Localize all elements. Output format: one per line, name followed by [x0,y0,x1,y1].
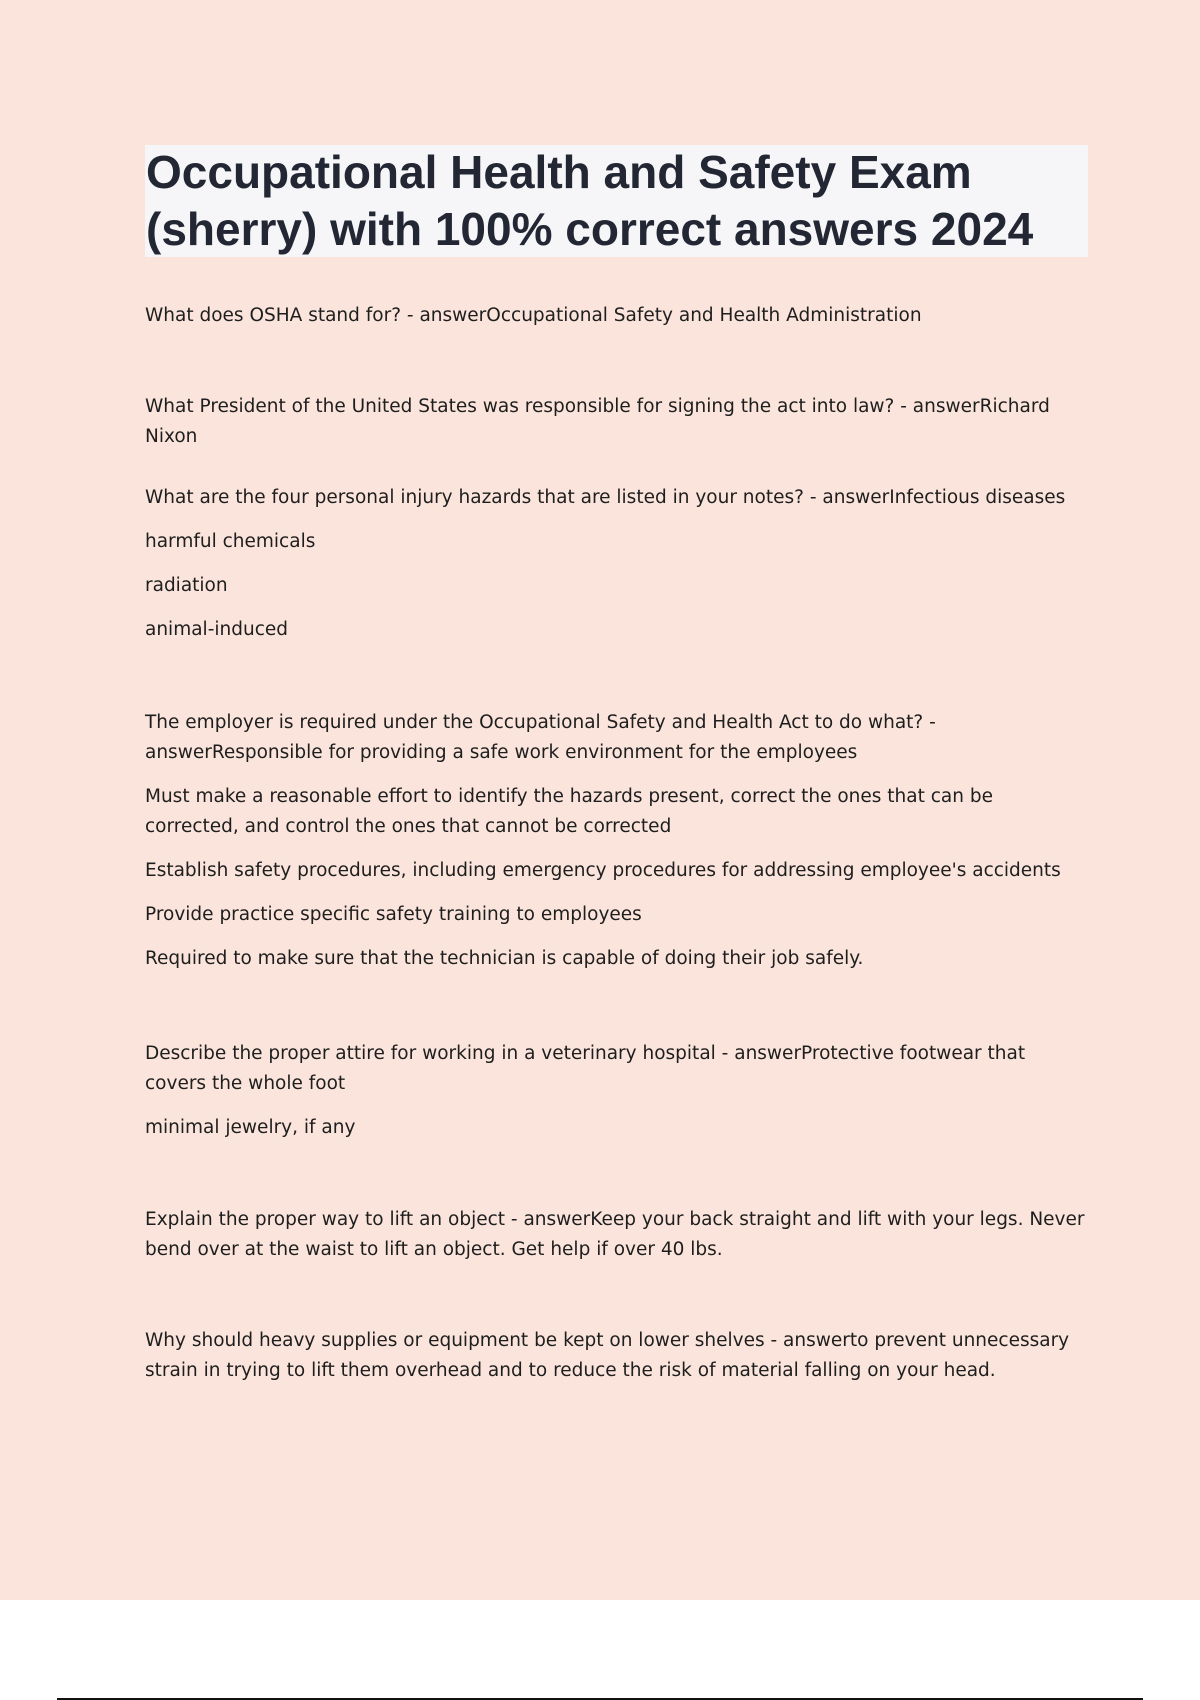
answer-line: Required to make sure that the technician is capable of doing their job safely. [145,948,864,969]
question-answer-line: The employer is required under the Occupational Safety and Health Act to do what? - answerResponsible for providing a safe work environment for the employees [145,712,936,763]
answer-line: minimal jewelry, if any [145,1117,356,1138]
answer-line: Must make a reasonable effort to identify the hazards present, correct the ones that can be corrected, and control the ones that cannot be corrected [145,786,993,837]
qa-item [145,301,1085,331]
question-answer-line: Explain the proper way to lift an object - answerKeep your back straight and lift with your legs. Never bend over at the waist to lift an object. Get help if over 40 lbs. [145,1209,1085,1260]
question-answer-line: Why should heavy supplies or equipment be kept on lower shelves - answerto prevent unnecessary strain in trying to lift them overhead and to reduce the risk of material falling on your head. [145,1330,1070,1381]
qa-item [145,1326,1085,1386]
title-line-2: (sherry) with 100% correct answers 2024 [146,203,1034,255]
title-line-1: Occupational Health and Safety Exam [146,146,972,198]
answer-line: radiation [145,575,228,596]
answer-line: harmful chemicals [145,531,316,552]
question-answer-line: What does OSHA stand for? - answerOccupational Safety and Health Administration [145,305,922,326]
qa-item [145,1039,1085,1143]
question-answer-line: Describe the proper attire for working in a veterinary hospital - answerProtective footwear that covers the whole foot [145,1043,1026,1094]
question-answer-line: What are the four personal injury hazards that are listed in your notes? - answerInfectious diseases [145,487,1066,508]
document-title [146,144,1086,258]
qa-item [145,483,1085,645]
qa-item [145,1205,1085,1265]
answer-line: animal-induced [145,619,289,640]
qa-item [145,392,1085,452]
answer-line: Establish safety procedures, including emergency procedures for addressing employee's accidents [145,860,1061,881]
question-answer-line: What President of the United States was responsible for signing the act into law? - answerRichard Nixon [145,396,1050,447]
qa-item [145,708,1085,974]
answer-line: Provide practice specific safety training to employees [145,904,642,925]
